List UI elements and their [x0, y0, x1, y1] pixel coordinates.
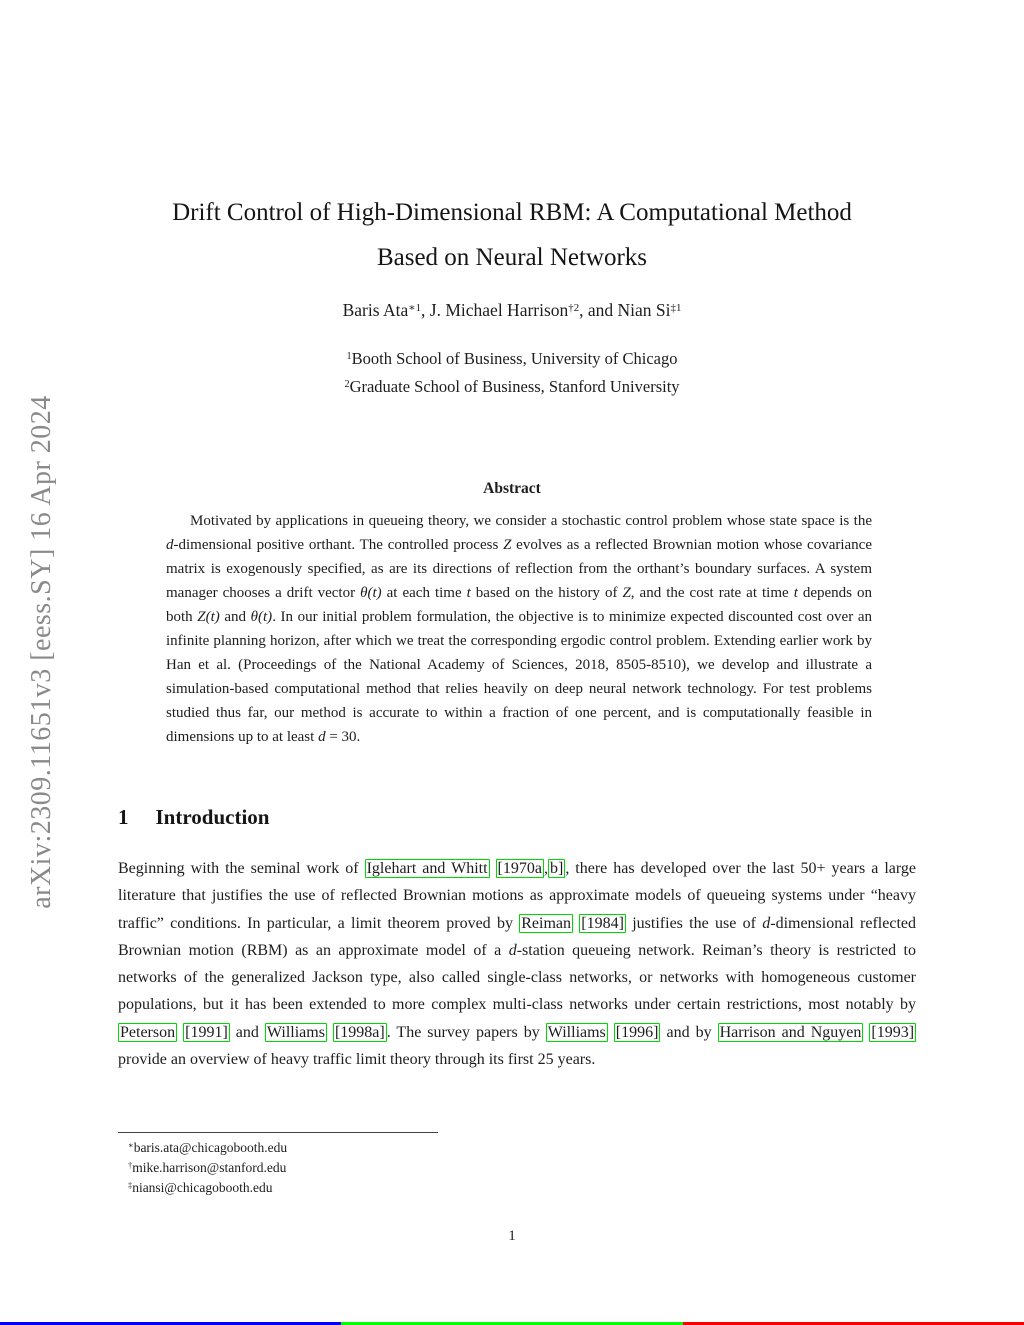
citation-link[interactable]: [1998a]: [334, 1023, 385, 1041]
citation-link[interactable]: b]: [549, 860, 564, 877]
paper-title: [0, 190, 1024, 280]
affiliation-line-1: $^1$Booth School of Business, University of Chicago: [346, 349, 678, 368]
section-title: Introduction: [155, 805, 270, 829]
math-var: Z(t): [197, 609, 220, 625]
paper-title-line1: Drift Control of High-Dimensional RBM: A Computational Method: [172, 199, 852, 226]
citation-link[interactable]: Peterson: [120, 1023, 176, 1041]
math-var: d: [166, 537, 174, 553]
citation-link[interactable]: Williams: [266, 1023, 325, 1041]
math-var: d: [762, 914, 771, 932]
superscript: ‡1: [670, 302, 682, 315]
affiliation-line-2: $^2$Graduate School of Business, Stanford University: [344, 377, 680, 396]
footnote-rule: [118, 1132, 438, 1133]
footnotes: [128, 1138, 287, 1198]
citation-link[interactable]: [1991]: [185, 1023, 228, 1041]
abstract-text: Motivated by applications in queueing theory, we consider a stochastic control problem whose state space is the d-dimensional positive orthant. The controlled process Z evolves as a reflected Brownian motion whose covariance matrix is exogenously specified, as are its directions of reflection from the orthant’s boundary surfaces. A system manager chooses a drift vector θ(t) at each time t based on the history of Z, and the cost rate at time t depends on both Z(t) and θ(t). In our initial problem formulation, the objective is to minimize expected discounted cost over an infinite planning horizon, after which we treat the corresponding ergodic control problem. Extending earlier work by Han et al. (Proceedings of the National Academy of Sciences, 2018, 8505-8510), we develop and illustrate a simulation-based computational method that relies heavily on deep neural network technology. For test problems studied thus far, our method is accurate to within a fraction of one percent, and is computationally feasible in dimensions up to at least d = 30.: [166, 513, 873, 745]
citation-link[interactable]: [1984]: [581, 914, 624, 932]
footnote-marker: ‡: [128, 1181, 133, 1191]
citation-link[interactable]: [1996]: [615, 1023, 659, 1041]
math-var: t: [793, 585, 798, 601]
math-var: d: [318, 729, 326, 745]
affiliations: [0, 345, 1024, 401]
footnote-email: mike.harrison@stanford.edu: [132, 1160, 287, 1175]
citation-link[interactable]: [1993]: [871, 1023, 915, 1041]
math-var: t: [466, 585, 471, 601]
page-number: 1: [508, 1228, 516, 1244]
authors-line: Baris Ata$^{∗1}$, J. Michael Harrison$^{\dagger 2}$, and Nian Si$^{\ddagger 1}$: [342, 300, 682, 320]
math-var: Z: [622, 585, 631, 601]
footnote-item: [128, 1138, 287, 1158]
footnote-item: [128, 1158, 287, 1178]
math-var: θ(t): [360, 585, 382, 601]
math-var: θ(t): [250, 609, 273, 625]
citation-link[interactable]: [1970a: [497, 860, 542, 877]
citation-link[interactable]: Harrison and Nguyen: [719, 1023, 862, 1041]
citation-link[interactable]: Williams: [547, 1023, 606, 1041]
arxiv-banner: arXiv:2309.11651v3 [eess.SY] 16 Apr 2024: [26, 395, 57, 909]
section-number: 1: [118, 805, 129, 829]
paper-title-line2: Based on Neural Networks: [376, 244, 648, 271]
math-var: Z: [503, 537, 512, 553]
superscript: 1: [346, 351, 352, 363]
footnote-email: baris.ata@chicagobooth.edu: [133, 1140, 288, 1155]
footnote-marker: ∗: [128, 1141, 134, 1151]
citation-link[interactable]: Iglehart and Whitt: [366, 860, 488, 877]
footnote-item: [128, 1178, 287, 1198]
superscript: ∗1: [408, 302, 422, 315]
math-var: d: [508, 941, 517, 959]
superscript: 2: [344, 379, 350, 391]
superscript: †2: [568, 302, 580, 315]
footnote-email: niansi@chicagobooth.edu: [132, 1180, 273, 1195]
abstract-heading: Abstract: [483, 480, 541, 497]
footnote-marker: †: [128, 1161, 133, 1171]
section-heading-introduction: [118, 805, 269, 830]
intro-paragraph: Beginning with the seminal work of Iglehart and Whitt [1970a , b] , there has developed over the last 50+ years a large literature that justifies the use of reflected Brownian motions as approximate models of queueing systems under “heavy traffic” conditions. In particular, a limit theorem proved by Reiman [1984] justifies the use of d-dimensional reflected Brownian motion (RBM) as an approximate model of a d-station queueing network. Reiman’s theory is restricted to networks of the generalized Jackson type, also called single-class networks, or networks with homogeneous customer populations, but it has been extended to more complex multi-class networks under certain restrictions, most notably by Peterson [1991] and Williams [1998a] . The survey papers by Williams [1996] and by Harrison and Nguyen [1993] provide an overview of heavy traffic limit theory through its first 25 years.: [118, 860, 917, 1069]
citation-link[interactable]: Reiman: [521, 914, 572, 932]
